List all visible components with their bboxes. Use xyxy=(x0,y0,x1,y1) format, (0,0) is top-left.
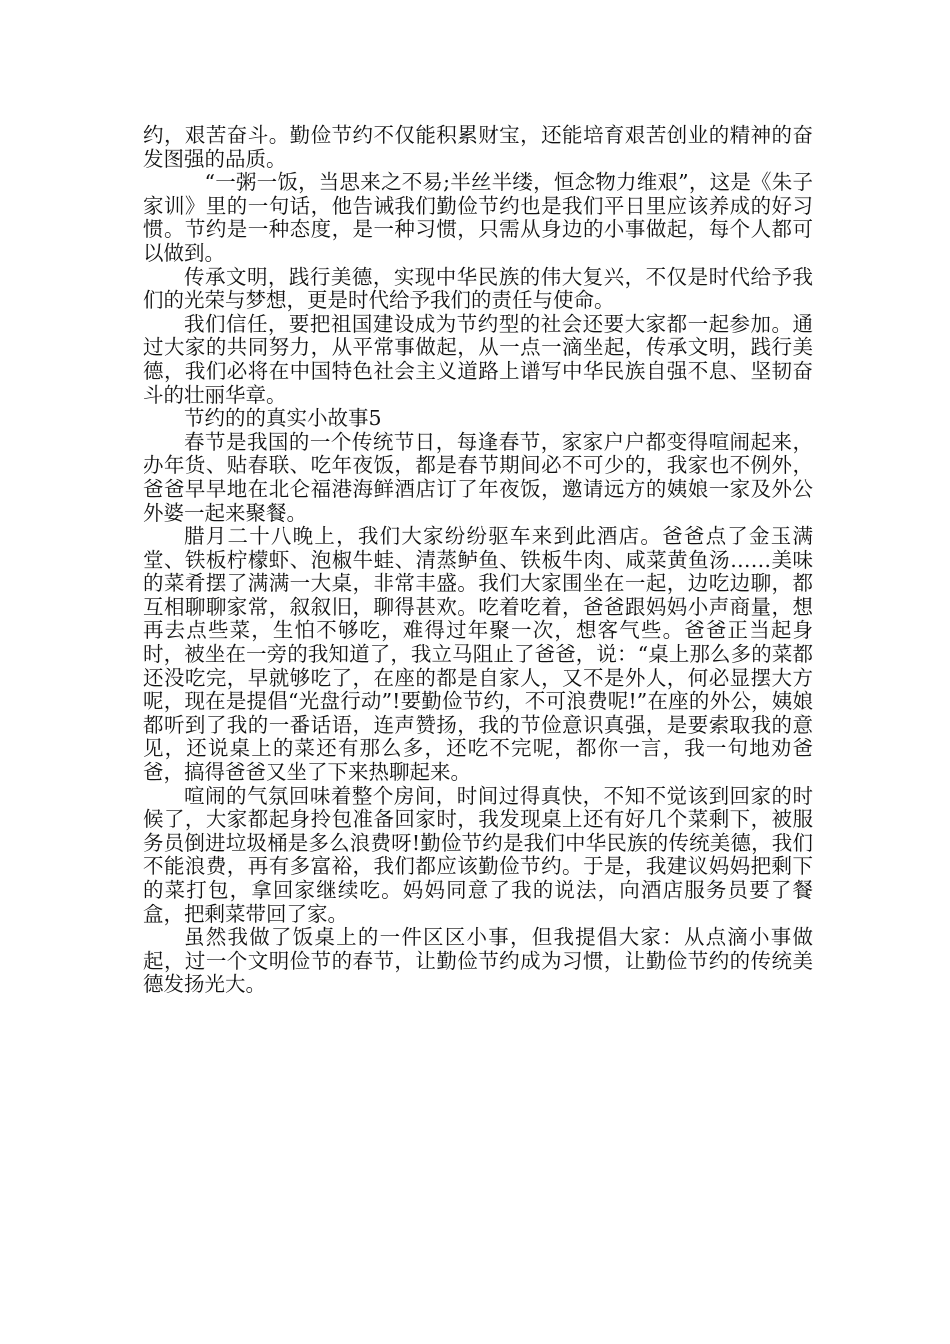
paragraph-continuation: 约，艰苦奋斗。勤俭节约不仅能积累财宝，还能培育艰苦创业的精神的奋发图强的品质。 xyxy=(143,123,813,171)
paragraph-quote: “一粥一饭，当思来之不易;半丝半缕，恒念物力维艰”，这是《朱子家训》里的一句话，他告诫我们勤俭节约也是我们平日里应该养成的好习惯。节约是一种态度，是一种习惯，只需从身边的小事做起，每个人都可以做到。 xyxy=(143,170,813,265)
section-heading: 节约的的真实小故事5 xyxy=(184,406,382,431)
paragraph-dinner: 腊月二十八晚上，我们大家纷纷驱车来到此酒店。爸爸点了金玉满堂、铁板柠檬虾、泡椒牛蛙、清蒸鲈鱼、铁板牛肉、咸菜黄鱼汤……美味的菜肴摆了满满一大桌，非常丰盛。我们大家围坐在一起，边吃边聊，都互相聊聊家常，叙叙旧，聊得甚欢。吃着吃着，爸爸跟妈妈小声商量，想再去点些菜，生怕不够吃，难得过年聚一次，想客气些。爸爸正当起身时，被坐在一旁的我知道了，我立马阻止了爸爸，说：“桌上那么多的菜都还没吃完，早就够吃了，在座的都是自家人，又不是外人，何必显摆大方呢，现在是提倡“光盘行动”!要勤俭节约，不可浪费呢!”在座的外公，姨娘都听到了我的一番话语，连声赞扬，我的节俭意识真强，是要索取我的意见，还说桌上的菜还有那么多，还吃不完呢，都你一言，我一句地劝爸爸，搞得爸爸又坐了下来热聊起来。 xyxy=(143,524,813,785)
paragraph-conclusion: 虽然我做了饭桌上的一件区区小事，但我提倡大家：从点滴小事做起，过一个文明俭节的春节，让勤俭节约成为习惯，让勤俭节约的传统美德发扬光大。 xyxy=(143,925,813,997)
document-body xyxy=(143,124,813,997)
paragraph-heritage: 传承文明，践行美德，实现中华民族的伟大复兴，不仅是时代给予我们的光荣与梦想，更是时代给予我们的责任与使命。 xyxy=(143,264,813,313)
paragraph-leftovers: 喧闹的气氛回味着整个房间，时间过得真快，不知不觉该到回家的时候了，大家都起身拎包准备回家时，我发现桌上还有好几个菜剩下，被服务员倒进垃圾桶是多么浪费呀!勤俭节约是我们中华民族的传统美德，我们不能浪费，再有多富裕，我们都应该勤俭节约。于是，我建议妈妈把剩下的菜打包，拿回家继续吃。妈妈同意了我的说法，向酒店服务员要了餐盒，把剩菜带回了家。 xyxy=(143,783,813,926)
paragraph-spring-festival: 春节是我国的一个传统节日，每逢春节，家家户户都变得喧闹起来，办年货、贴春联、吃年夜饭，都是春节期间必不可少的，我家也不例外，爸爸早早地在北仑福港海鲜酒店订了年夜饭，邀请远方的姨娘一家及外公外婆一起来聚餐。 xyxy=(143,429,813,525)
paragraph-belief: 我们信任，要把祖国建设成为节约型的社会还要大家都一起参加。通过大家的共同努力，从平常事做起，从一点一滴坐起，传承文明，践行美德，我们必将在中国特色社会主义道路上谱写中华民族自强不息、坚韧奋斗的壮丽华章。 xyxy=(143,311,813,407)
